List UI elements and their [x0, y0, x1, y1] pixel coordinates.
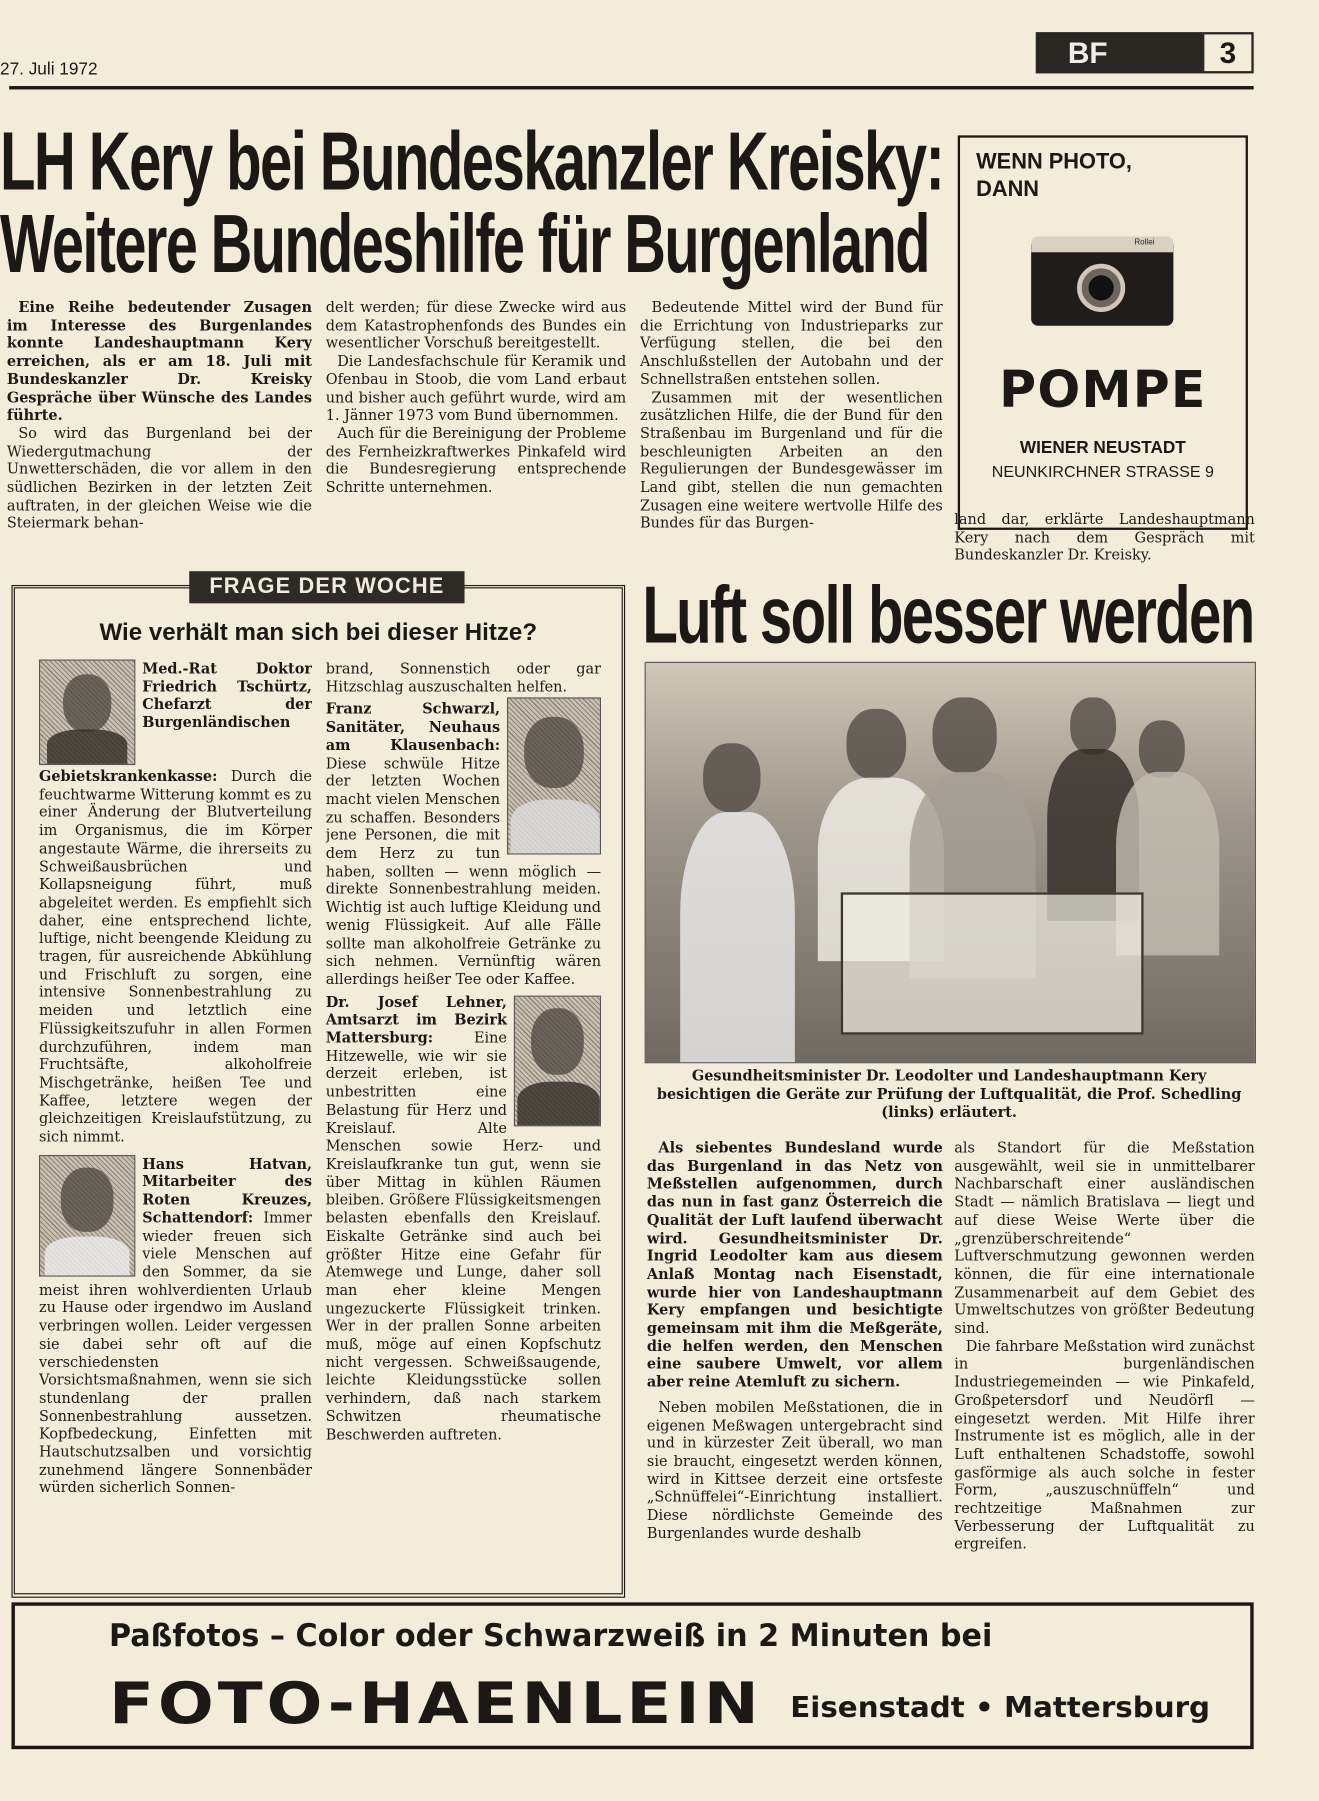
luft-column-1: [647, 1139, 943, 1592]
luft-paragraph: Die fahrbare Meßstation wird zunächst in burgenländischen Industriegemeinden — wie Pinkafeld, Großpetersdorf und Neudörfl — eingesetzt werden. Mit Hilfe ihrer Instrumente ist es möglich, alle in der Luft enthaltenen Schadstoffe, sowohl gasförmige als auch solche in fester Form, „auszuschnüffeln“ und rechtzeitige Maßnahmen zur Verbesserung der Luftqualität zu ergreifen.: [954, 1337, 1255, 1553]
section-label: BF: [1036, 32, 1202, 73]
news-photo-air-quality-inspection: [645, 662, 1256, 1063]
haenlein-tagline-wrap: [109, 1617, 1015, 1656]
lead-paragraph: Bedeutende Mittel wird der Bund für die Errichtung von Industrieparks zur Verfügung stellen, die bei den Anschlußstellen der Autobahn und der Schnellstraßen entstehen sollen.: [640, 298, 943, 388]
portrait-hatvan: [39, 1155, 135, 1277]
masthead-rule: [9, 86, 1253, 89]
frage-column-2: [326, 660, 601, 1583]
pompe-advertisement: [958, 135, 1248, 530]
lead-paragraph: Auch für die Bereinigung der Probleme des Fernheizkraftwerkes Pinkafeld wird die Bundesregierung entsprechende Schritte unternehmen.: [325, 424, 627, 496]
portrait-tschuertz: [39, 660, 135, 766]
lead-paragraph: land dar, erklärte Landeshauptmann Kery nach dem Gespräch mit Bundeskanzler Dr. Kreisky.: [954, 510, 1255, 564]
lead-intro: Eine Reihe bedeutender Zusagen im Interesse des Burgenlandes konnte Landeshauptmann Kery erreichen, als er am 18. Juli mit Bundeskanzler Dr. Kreisky Gespräche über Wünsche des Landes führte.: [6, 298, 312, 424]
interviewee-name: Franz Schwarzl, Sanitäter, Neuhaus am Klausenbach:: [325, 700, 501, 754]
pompe-address: NEUNKIRCHNER STRASSE 9: [991, 462, 1214, 481]
interviewee-name: Med.-Rat Doktor Friedrich Tschürtz, Chefarzt der Burgenländischen Gebietskrankenkasse:: [38, 659, 312, 785]
pompe-city: WIENER NEUSTADT: [1019, 438, 1186, 458]
haenlein-tagline: Paßfotos – Color oder Schwarzweiß in 2 Minuten bei: [108, 1618, 993, 1654]
lead-headline-line2-wrap: [0, 198, 943, 291]
portrait-schwarzl: [507, 698, 601, 855]
haenlein-locations-wrap: [790, 1688, 1211, 1727]
haenlein-locations: Eisenstadt • Mattersburg: [790, 1690, 1211, 1724]
page-number: 3: [1202, 32, 1254, 73]
lead-headline-line2: Weitere Bundeshilfe für Burgenland: [0, 198, 929, 291]
lead-paragraph: Die Landesfachschule für Keramik und Ofenbau in Stoob, die vom Land erbaut und bisher auch geführt wurde, wird am 1. Jänner 1973 vom Bund übernommen.: [325, 352, 627, 424]
interviewee-answer: Diese schwüle Hitze der letzten Wochen macht vielen Menschen zu schaffen. Besonders jene Personen, die mit dem Herz zu tun haben, sollten — wenn möglich — direkte Sonnenbestrahlung meiden. Wichtig ist auch luftige Kleidung und wenig Flüssigkeit. Auf alle Fälle sollte man alkoholfreie Getränke zu sich nehmen. Vernünftig wären allerdings heißer Tee oder Kaffee.: [325, 754, 602, 988]
pompe-brand: POMPE: [999, 361, 1207, 420]
interviewee-answer: Immer wieder freuen sich viele Menschen auf den Sommer, da sie meist ihren wohlverdienten Urlaub zu Hause oder irgendwo im Ausland verbringen wollen. Leider vergessen sie dabei sehr oft auf die verschiedensten Vorsichtsmaßnahmen, wenn sie sich stundenlang der prallen Sonnenbestrahlung aussetzen. Kopfbedeckung, Einfetten mit Hautschutzsalben und vorsichtig zunehmend längere Sonnenbäder würden sicherlich Sonnen-: [38, 1208, 312, 1497]
haenlein-brand: FOTO-HAENLEIN: [108, 1670, 763, 1737]
camera-icon: [1031, 236, 1173, 325]
photo-caption: Gesundheitsminister Dr. Leodolter und Landeshauptmann Kery besichtigen die Geräte zur Prüfung der Luftqualität, die Prof. Schedling (links) erläutert.: [656, 1066, 1242, 1121]
luft-paragraph: Neben mobilen Meßstationen, die in eigenen Meßwagen untergebracht sind und in kürzester Zeit überall, wo man sie braucht, eingesetzt werden können, wird in Kittsee derzeit eine ortsfeste „Schnüffelei“-Einrichtung installiert. Diese nördlichste Gemeinde des Burgenlandes wurde deshalb: [646, 1398, 943, 1542]
lead-headline-line1: LH Kery bei Bundeskanzler Kreisky:: [0, 115, 944, 208]
luft-intro: Als siebentes Bundesland wurde das Burgenland in das Netz von Meßstellen aufgenommen, durch das nun in fast ganz Österreich die Qualität der Luft laufend überwacht wird. Gesundheitsminister Dr. Ingrid Leodolter kam aus diesem Anlaß Montag nach Eisenstadt, wurde hier von Landeshauptmann Kery empfangen und besichtigte gemeinsam mit ihm die Meßgeräte, die helfen werden, den Menschen eine saubere Umwelt, vor allem aber reine Atemluft zu sichern.: [646, 1138, 943, 1391]
lead-column-1: [7, 298, 312, 564]
lead-headline-line1-wrap: [0, 115, 944, 208]
lead-paragraph: delt werden; für diese Zwecke wird aus dem Katastrophenfonds des Bundes ein wesentlicher Vorschuß bereitgestellt.: [325, 298, 627, 352]
luft-headline-wrap: [642, 570, 1254, 660]
lead-paragraph: Zusammen mit der wesentlichen zusätzlichen Hilfe, die der Bund für den Straßenbau im Burgenland und für die beschleunigten Arbeiten an den Regulierungen der Bundesgewässer im Land gibt, stellen die nun gemachten Zusagen eine weitere wertvolle Hilfe des Bundes für das Burgen-: [640, 388, 943, 532]
luft-paragraph: als Standort für die Meßstation ausgewählt, weil sie in unmittelbarer Nachbarschaft einer ausländischen Stadt — nämlich Bratislava — liegt und auf diese Weise Werte über die „grenzüberschreitende“ Luftverschmutzung gewonnen werden können, die für eine internationale Zusammenarbeit auf dem Gebiet des Umweltschutzes von größter Bedeutung sind.: [954, 1138, 1255, 1337]
issue-date: 27. Juli 1972: [0, 59, 98, 80]
lead-column-3: [640, 298, 943, 564]
frage-question: Wie verhält man sich bei dieser Hitze?: [99, 619, 538, 646]
interviewee-name: Dr. Josef Lehner, Amtsarzt im Bezirk Mattersburg:: [325, 992, 507, 1047]
pompe-ad-line1: WENN PHOTO,: [976, 150, 1132, 175]
lead-paragraph: So wird das Burgenland bei der Wiedergutmachung der Unwetterschäden, die vor allem in den südlichen Bezirken in der letzten Zeit auftraten, in der gleichen Weise wie die Steiermark behan-: [6, 424, 312, 532]
interviewee-name: Hans Hatvan, Mitarbeiter des Roten Kreuzes, Schattendorf:: [142, 1154, 312, 1226]
luft-headline: Luft soll besser werden: [642, 570, 1254, 660]
foto-haenlein-advertisement: [11, 1602, 1253, 1749]
interviewee-answer: Eine Hitzewelle, wie wir sie derzeit erleben, ist unbestritten eine Belastung für Herz und Kreislauf. Alte Menschen sowie Herz- und Kreislaufkranke tun gut, wenn sie über Mittag in kühlen Räumen bleiben. Größere Flüssigkeitsmengen belasten ebenfalls den Kreislauf. Eiskalte Getränke sind auch bei größter Hitze eine Gefahr für Atemwege und Lunge, daher soll man eher kleine Mengen ungezuckerte Flüssigkeit trinken. Wer in der prallen Sonne arbeiten muß, möge auf einen Kopfschutz nicht vergessen. Schweißsaugende, leichte Kleidungsstücke sollen verhindern, daß nach starkem Schwitzen rheumatische Beschwerden auftreten.: [325, 1028, 602, 1443]
camera-brand: Rollei: [1134, 238, 1155, 247]
interviewee-answer-continued: brand, Sonnenstich oder gar Hitzschlag auszuschalten helfen.: [325, 659, 602, 695]
frage-column-1: [39, 660, 312, 1583]
pompe-ad-line2: DANN: [976, 177, 1040, 202]
haenlein-brand-wrap: [108, 1670, 763, 1737]
luft-column-2: [954, 1139, 1255, 1592]
portrait-lehner: [514, 995, 601, 1126]
interviewee-answer: Durch die feuchtwarme Witterung kommt es zu einer Änderung der Blutverteilung im Organismus, die im Körper angestaute Wärme, die ihrerseits zu Schweißausbrüchen und Kollapsneigung führt, muß abgeleitet werden. Es empfiehlt sich daher, eine entsprechend lichte, luftige, nicht beengende Kleidung zu tragen, für ausreichende Abkühlung und Frischluft zu sorgen, eine intensive Sonnenbestrahlung zu meiden und letztlich eine Flüssigkeitszufuhr in allen Formen durchzuführen, indem man Fruchtsäfte, alkoholfreie Mischgetränke, heißen Tee und Kaffee, letztere wegen der gleichzeitigen Kreislaufstützung, zu sich nimmt.: [38, 767, 312, 1145]
frage-banner: FRAGE DER WOCHE: [189, 571, 464, 603]
lead-column-2: [326, 298, 627, 564]
